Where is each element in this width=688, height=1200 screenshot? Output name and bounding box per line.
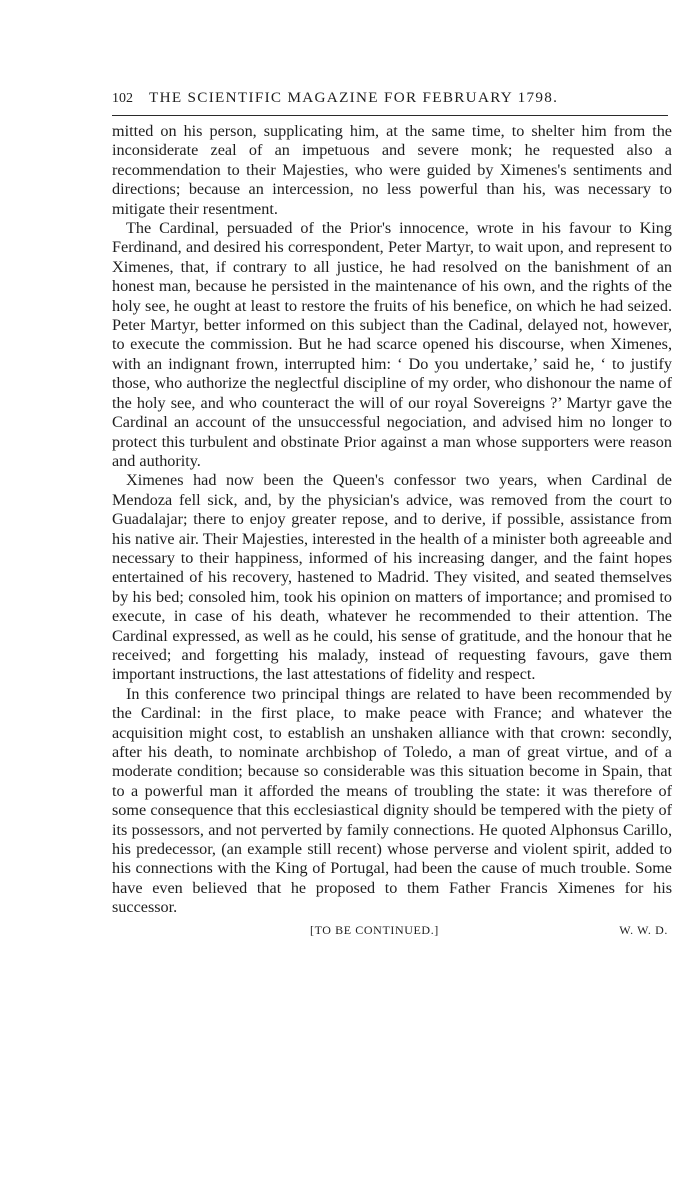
paragraph-continued: mitted on his person, supplicating him, at the same time, to shelter him from the inconsiderate zeal of an impetuous and severe monk; he requested also a recommendation to their Majesties, who were guided by Ximenes's sentiments and directions; because an intercession, no less powerful than his, was necessary to mitigate their resentment. — [112, 122, 672, 218]
to-be-continued-note: [TO BE CONTINUED.] — [310, 922, 439, 937]
article-footer — [112, 922, 672, 938]
running-header — [112, 88, 672, 109]
article-body — [112, 122, 672, 918]
author-signature: W. W. D. — [619, 922, 668, 937]
magazine-page — [112, 88, 672, 1168]
running-title: THE SCIENTIFIC MAGAZINE FOR FEBRUARY 1798. — [149, 89, 559, 106]
page-number: 102 — [112, 91, 133, 106]
paragraph-conference: In this conference two principal things are related to have been recommended by the Cardinal: in the first place, to make peace with France; and whatever the acquisition might cost, to establish an unshaken alliance with that crown: secondly, after his death, to nominate archbishop of Toledo, a man of great virtue, and of a moderate condition; because so considerable was this situation become in Spain, that to a powerful man it afforded the means of troubling the state: it was therefore of some consequence that this ecclesiastical dignity should be tempered with the piety of its possessors, and not perverted by family connections. He quoted Alphonsus Carillo, his predecessor, (an example still recent) whose perverse and violent spirit, added to his connections with the King of Portugal, had been the cause of much trouble. Some have even believed that he proposed to them Father Francis Ximenes for his successor. — [112, 684, 672, 917]
header-rule — [112, 115, 668, 116]
paragraph-cardinal-letter: The Cardinal, persuaded of the Prior's innocence, wrote in his favour to King Ferdinand, and desired his correspondent, Peter Martyr, to wait upon, and represent to Ximenes, that, if contrary to all justice, he had resolved on the banishment of an honest man, because he persisted in the maintenance of his own, and the rights of the holy see, he ought at least to restore the fruits of his benefice, on which he had seized. Peter Martyr, better informed on this subject than the Cadinal, delayed not, however, to execute the commission. But he had scarce opened his discourse, when Ximenes, with an indignant frown, interrupted him: ‘ Do you undertake,’ said he, ‘ to justify those, who authorize the neglectful discipline of my order, who dishonour the name of the holy see, and who counteract the will of our royal Sovereigns ?’ Martyr gave the Cardinal an account of the unsuccessful negociation, and advised him no longer to protect this turbulent and obstinate Prior against a man whose supporters were reason and authority. — [112, 219, 672, 470]
paragraph-mendoza-illness: Ximenes had now been the Queen's confessor two years, when Cardinal de Mendoza fell sick, and, by the physician's advice, was removed from the court to Guadalajar; there to enjoy greater repose, and to derive, if possible, assistance from his native air. Their Majesties, interested in the health of a minister both agreeable and necessary to their happiness, informed of his increasing danger, and the faint hopes entertained of his recovery, hastened to Madrid. They visited, and seated themselves by his bed; consoled him, took his opinion on matters of importance; and promised to execute, in case of his death, whatever he recommended to their attention. The Cardinal expressed, as well as he could, his sense of gratitude, and the honour that he received; and forgetting his malady, instead of requesting favours, gave them important instructions, the last attestations of fidelity and respect. — [112, 471, 672, 684]
